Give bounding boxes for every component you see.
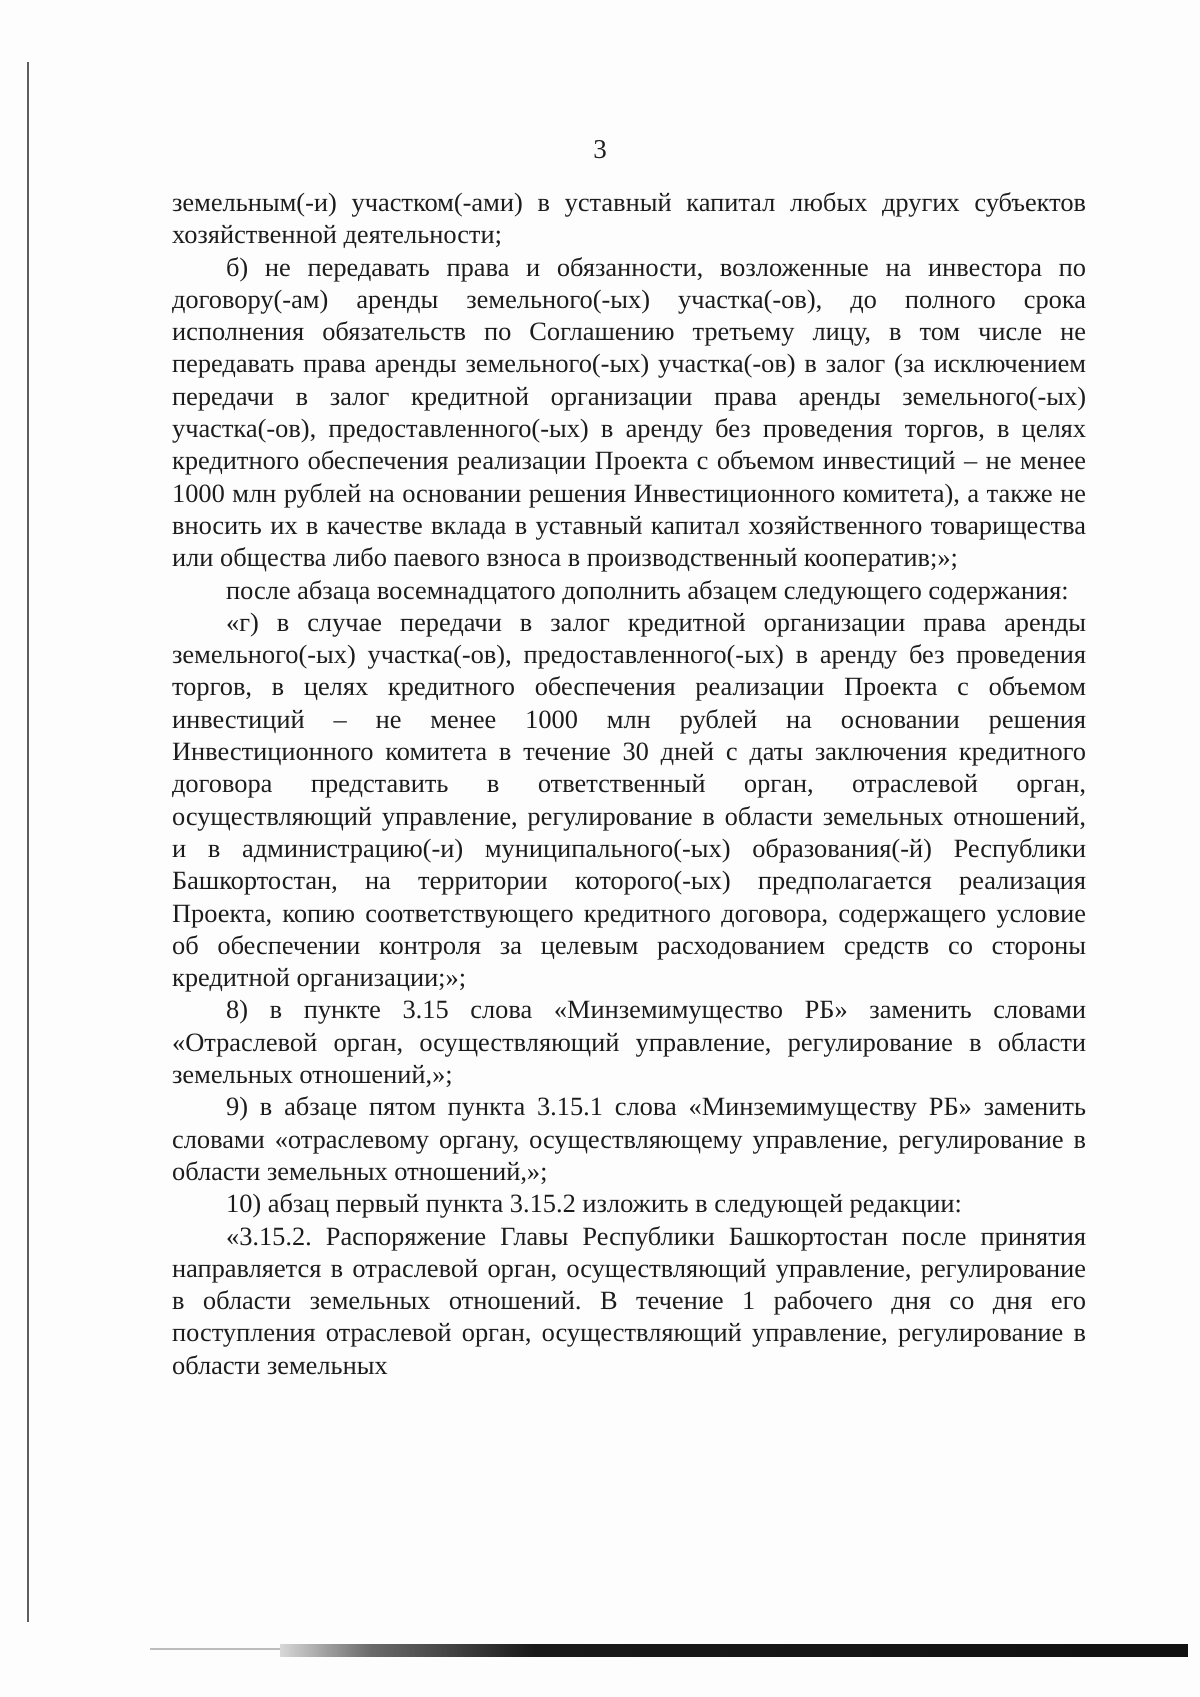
- paragraph-continuation: земельным(-и) участком(-ами) в уставный капитал любых других субъектов хозяйственной деятельности;: [172, 187, 1086, 250]
- document-body: [172, 186, 1086, 1381]
- scan-bottom-edge: [280, 1644, 1188, 1657]
- scan-margin-line: [27, 62, 29, 1622]
- page-number: 3: [593, 134, 607, 164]
- paragraph-3-15-2: «3.15.2. Распоряжение Главы Республики Башкортостан после принятия направляется в отраслевой орган, осуществляющий управление, регулирование в области земельных отношений. В течение 1 рабочего дня со дня его поступления отраслевой орган, осуществляющий управление, регулирование в области земельных: [172, 1220, 1086, 1380]
- paragraph-item-9: 9) в абзаце пятом пункта 3.15.1 слова «Минземимуществу РБ» заменить словами «отраслевому органу, осуществляющему управление, регулирование в области земельных отношений,»;: [172, 1091, 1086, 1186]
- paragraph-after-18: после абзаца восемнадцатого дополнить абзацем следующего содержания:: [226, 574, 1069, 605]
- paragraph-item-b: б) не передавать права и обязанности, возложенные на инвестора по договору(-ам) аренды земельного(-ых) участка(-ов), до полного срока исполнения обязательств по Соглашению третьему лицу, в том числе не передавать права аренды земельного(-ых) участка(-ов) в залог (за исключением передачи в залог кредитной организации права аренды земельного(-ых) участка(-ов), предоставленного(-ых) в аренду без проведения торгов, в целях кредитного обеспечения реализации Проекта с объемом инвестиций – не менее 1000 млн рублей на основании решения Инвестиционного комитета), а также не вносить их в качестве вклада в уставный капитал хозяйственного товарищества или общества либо паевого взноса в производственный кооператив;»;: [172, 251, 1086, 573]
- scan-bottom-edge-thin: [150, 1648, 285, 1650]
- paragraph-item-g: «г) в случае передачи в залог кредитной организации права аренды земельного(-ых) участка(-ов), предоставленного(-ых) в аренду без проведения торгов, в целях кредитного обеспечения реализации Проекта с объемом инвестиций – не менее 1000 млн рублей на основании решения Инвестиционного комитета в течение 30 дней с даты заключения кредитного договора представить в ответственный орган, отраслевой орган, осуществляющий управление, регулирование в области земельных отношений, и в администрацию(-и) муниципального(-ых) образования(-й) Республики Башкортостан, на территории которого(-ых) предполагается реализация Проекта, копию соответствующего кредитного договора, содержащего условие об обеспечении контроля за целевым расходованием средств со стороны кредитной организации;»;: [172, 606, 1086, 993]
- paragraph-item-8: 8) в пункте 3.15 слова «Минземимущество РБ» заменить словами «Отраслевой орган, осуществляющий управление, регулирование в области земельных отношений,»;: [172, 994, 1086, 1090]
- paragraph-item-10: 10) абзац первый пункта 3.15.2 изложить в следующей редакции:: [226, 1188, 962, 1219]
